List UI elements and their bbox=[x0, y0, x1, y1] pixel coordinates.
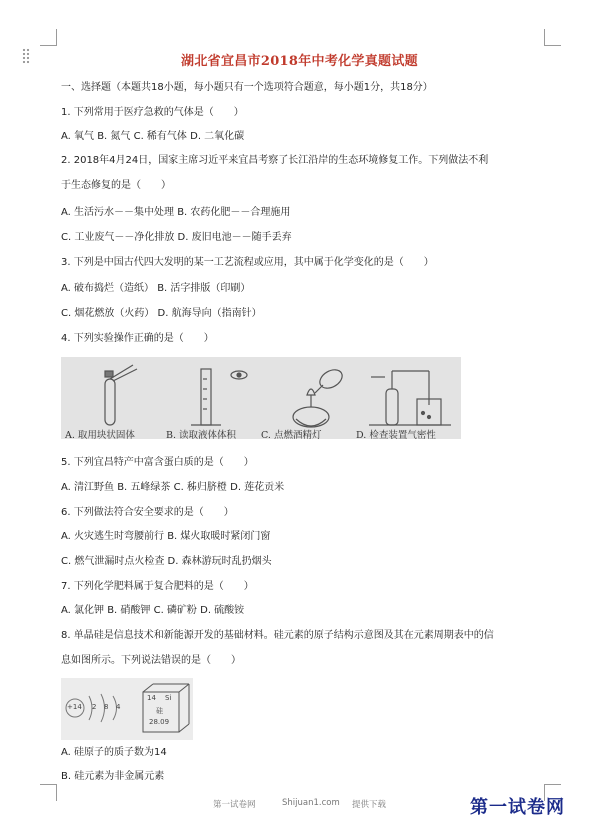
airtightness-apparatus-icon bbox=[369, 371, 451, 425]
question-5-options: A. 清江野鱼 B. 五峰绿茶 C. 秭归脐橙 D. 莲花贡米 bbox=[61, 482, 285, 493]
question-2-options-cd: C. 工业废气－－净化排放 D. 废旧电池－－随手丢弃 bbox=[61, 232, 292, 243]
question-7: 7. 下列化学肥料属于复合肥料的是（ ） bbox=[61, 581, 254, 592]
question-4: 4. 下列实验操作正确的是（ ） bbox=[61, 333, 214, 344]
cell-atomic-number: 14 bbox=[147, 694, 156, 702]
q4-lab-figure bbox=[61, 357, 461, 439]
question-6-options-ab: A. 火灾逃生时弯腰前行 B. 煤火取暖时紧闭门窗 bbox=[61, 531, 271, 542]
q4-caption-a: A. 取用块状固体 bbox=[65, 430, 135, 441]
question-1-options: A. 氧气 B. 氮气 C. 稀有气体 D. 二氧化碳 bbox=[61, 131, 245, 142]
q4-caption-d: D. 检查装置气密性 bbox=[356, 430, 436, 441]
test-tube-forceps-icon bbox=[105, 365, 137, 425]
q4-caption-b: B. 读取液体体积 bbox=[166, 430, 237, 441]
alcohol-lamp-icon bbox=[293, 366, 345, 427]
page-title: 湖北省宜昌市2018年中考化学真题试题 bbox=[181, 54, 418, 69]
footer-center[interactable]: Shijuan1.com bbox=[282, 798, 340, 808]
question-1: 1. 下列常用于医疗急救的气体是（ ） bbox=[61, 107, 244, 118]
cell-atomic-mass: 28.09 bbox=[149, 718, 170, 726]
corner-mark-bottom-left bbox=[40, 784, 57, 801]
footer-right: 提供下载 bbox=[352, 800, 387, 810]
atom-nucleus-label: +14 bbox=[67, 703, 82, 711]
question-3-options-ab: A. 破布捣烂（造纸） B. 活字排版（印刷） bbox=[61, 283, 251, 294]
question-8-option-a: A. 硅原子的质子数为14 bbox=[61, 747, 167, 758]
footer-left: 第一试卷网 bbox=[213, 800, 256, 810]
question-8-cont: 息如图所示。下列说法错误的是（ ） bbox=[61, 655, 241, 666]
cylinder-eye-icon bbox=[191, 369, 247, 425]
question-7-options: A. 氯化钾 B. 硝酸钾 C. 磷矿粉 D. 硫酸铵 bbox=[61, 605, 245, 616]
atom-shell-2: 8 bbox=[104, 703, 109, 711]
atom-shell-3: 4 bbox=[116, 703, 121, 711]
q8-silicon-figure bbox=[61, 678, 193, 740]
question-8: 8. 单晶硅是信息技术和新能源开发的基础材料。硅元素的原子结构示意图及其在元素周期表中的信 bbox=[61, 630, 494, 641]
question-2-cont: 于生态修复的是（ ） bbox=[61, 180, 171, 191]
section-heading: 一、选择题（本题共18小题，每小题只有一个选项符合题意，每小题1分，共18分） bbox=[61, 82, 433, 93]
cell-symbol: Si bbox=[165, 694, 172, 702]
brand-watermark: 第一试卷网 bbox=[470, 797, 565, 818]
question-8-option-b: B. 硅元素为非金属元素 bbox=[61, 771, 165, 782]
question-6: 6. 下列做法符合安全要求的是（ ） bbox=[61, 507, 234, 518]
question-3-options-cd: C. 烟花燃放（火药） D. 航海导向（指南针） bbox=[61, 308, 262, 319]
question-2: 2. 2018年4月24日，国家主席习近平来宜昌考察了长江沿岸的生态环境修复工作。下列做法不利 bbox=[61, 155, 489, 166]
cell-element-name: 硅 bbox=[156, 707, 163, 715]
atom-shell-1: 2 bbox=[92, 703, 97, 711]
question-6-options-cd: C. 燃气泄漏时点火检查 D. 森林游玩时乱扔烟头 bbox=[61, 556, 272, 567]
corner-mark-top-right bbox=[544, 29, 561, 46]
question-5: 5. 下列宜昌特产中富含蛋白质的是（ ） bbox=[61, 457, 254, 468]
question-3: 3. 下列是中国古代四大发明的某一工艺流程或应用，其中属于化学变化的是（ ） bbox=[61, 257, 434, 268]
question-2-options-ab: A. 生活污水－－集中处理 B. 农药化肥－－合理施用 bbox=[61, 207, 291, 218]
corner-mark-top-left bbox=[40, 29, 57, 46]
q4-caption-c: C. 点燃酒精灯 bbox=[261, 430, 322, 441]
